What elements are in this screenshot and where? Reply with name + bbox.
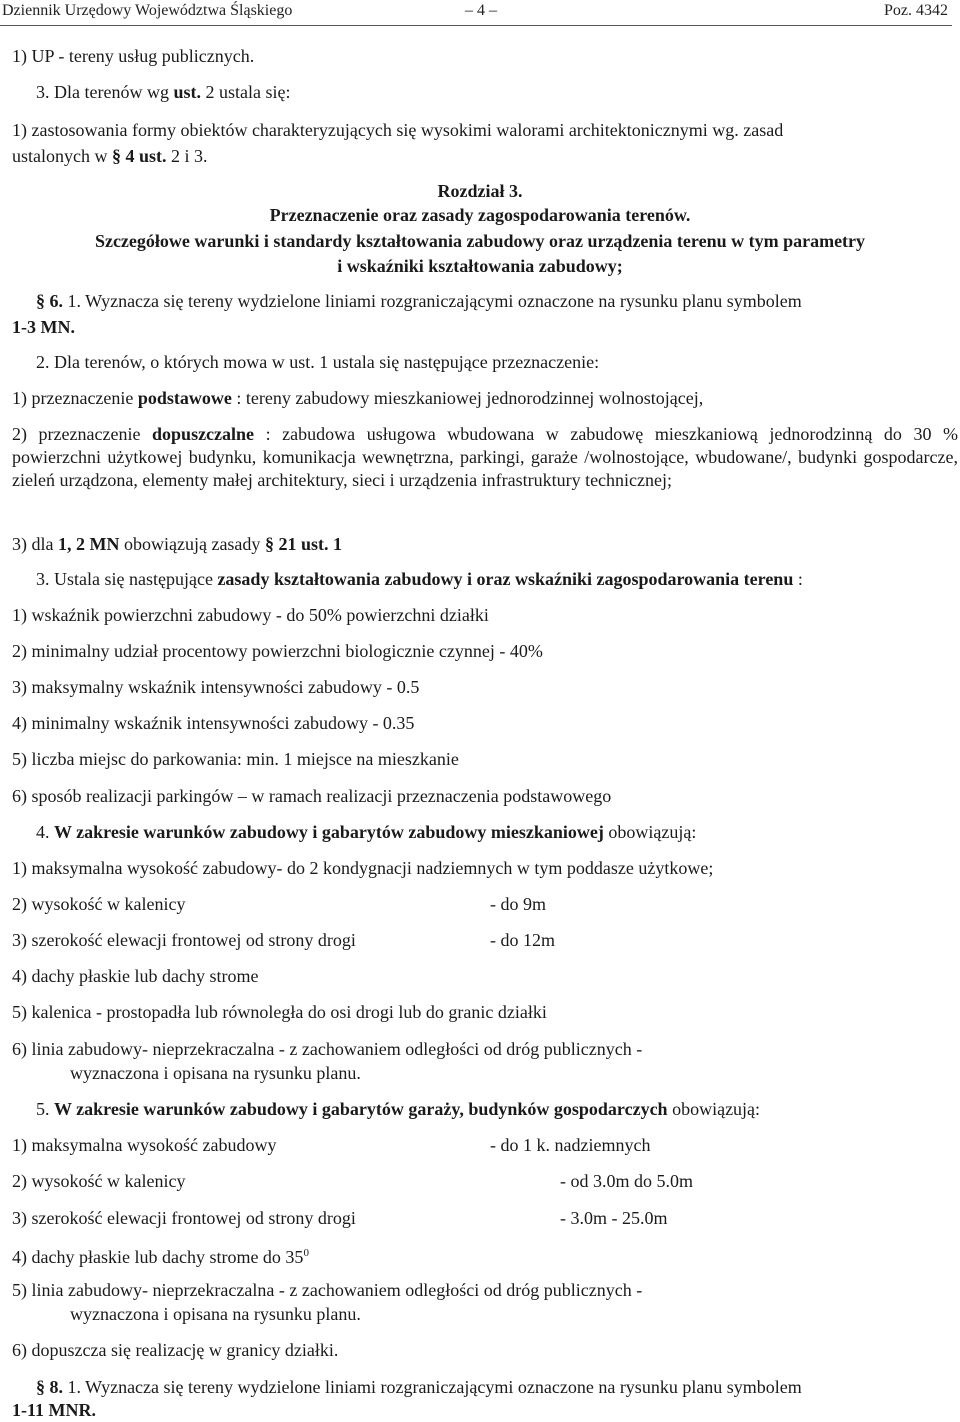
chapter-subtitle: Przeznaczenie oraz zasady zagospodarowania terenów. [269, 205, 691, 225]
item-dla-mn: 3) dla 1, 2 MN obowiązują zasady § 21 ust. 1 [12, 534, 342, 554]
chapter-heading: Rozdział 3. [437, 181, 523, 201]
housing-rule-2: 2) wysokość w kalenicy - do 9m [12, 894, 546, 914]
garage-rule-3: 3) szerokość elewacji frontowej od strony drogi - 3.0m - 25.0m [12, 1208, 668, 1228]
garage-rule-6: 6) dopuszcza się realizację w granicy działki. [12, 1340, 339, 1360]
indicator-1: 1) wskaźnik powierzchni zabudowy - do 50% powierzchni działki [12, 605, 489, 625]
paragraph-6-5: 5. W zakresie warunków zabudowy i gabarytów garaży, budynków gospodarczych obowiązują: [36, 1099, 761, 1119]
paragraph-8-1: § 8. 1. Wyznacza się tereny wydzielone liniami rozgraniczającymi oznaczone na rysunku planu symbolem [36, 1377, 802, 1397]
paragraph-6-2: 2. Dla terenów, o których mowa w ust. 1 ustala się następujące przeznaczenie: [36, 352, 600, 372]
indicator-2: 2) minimalny udział procentowy powierzchni biologicznie czynnej - 40% [12, 641, 543, 661]
housing-rule-6a: 6) linia zabudowy- nieprzekraczalna - z zachowaniem odległości od dróg publicznych - [12, 1039, 643, 1059]
housing-rule-5: 5) kalenica - prostopadła lub równoległa do osi drogi lub do granic działki [12, 1002, 547, 1022]
item-przeznaczenie-podstawowe: 1) przeznaczenie podstawowe : tereny zabudowy mieszkaniowej jednorodzinnej wolnostojącej, [12, 388, 704, 408]
paragraph-6-1: § 6. 1. Wyznacza się tereny wydzielone liniami rozgraniczającymi oznaczone na rysunku planu symbolem [36, 291, 802, 311]
paragraph-6-3: 3. Ustala się następujące zasady kształtowania zabudowy i oraz wskaźniki zagospodarowania terenu : [36, 569, 803, 589]
chapter-desc-1: Szczegółowe warunki i standardy kształtowania zabudowy oraz urządzenia terenu w tym parametry [94, 231, 866, 251]
line-3-dla-terenow: 3. Dla terenów wg ust. 2 ustala się: [36, 82, 291, 102]
line-ustalonych: ustalonych w § 4 ust. 2 i 3. [12, 146, 208, 166]
garage-rule-4: 4) dachy płaskie lub dachy strome do $35^0$ [12, 1247, 309, 1267]
housing-rule-6b: wyznaczona i opisana na rysunku planu. [70, 1063, 361, 1083]
garage-rule-2: 2) wysokość w kalenicy - od 3.0m do 5.0m [12, 1171, 693, 1191]
housing-rule-1: 1) maksymalna wysokość zabudowy- do 2 kondygnacji nadziemnych w tym poddasze użytkowe; [12, 858, 714, 878]
paragraph-6-symbol: 1-3 MN. [12, 317, 75, 337]
header-rule [0, 25, 952, 26]
item-przeznaczenie-dopuszczalne: 2) przeznaczenie dopuszczalne : zabudowa usługowa wbudowana w zabudowę mieszkaniową jednorodzinną do 30 % powierzchni użytkowej budynku, komunikacja wewnętrzna, parkingi, garaże /wolnostojące, wbudowane/, budynki gospodarcze, zieleń urządzona, elementy małej architektury, sieci i urządzenia infrastruktury technicznej; [12, 424, 959, 490]
line-up: 1) UP - tereny usług publicznych. [12, 46, 255, 66]
journal-title: Dziennik Urzędowy Województwa Śląskiego [2, 2, 293, 19]
housing-rule-3: 3) szerokość elewacji frontowej od strony drogi - do 12m [12, 930, 555, 950]
indicator-4: 4) minimalny wskaźnik intensywności zabudowy - 0.35 [12, 713, 415, 733]
garage-rule-5a: 5) linia zabudowy- nieprzekraczalna - z zachowaniem odległości od dróg publicznych - [12, 1280, 643, 1300]
chapter-desc-2: i wskaźniki kształtowania zabudowy; [337, 256, 623, 276]
garage-rule-1: 1) maksymalna wysokość zabudowy - do 1 k. nadziemnych [12, 1135, 651, 1155]
garage-rule-5b: wyznaczona i opisana na rysunku planu. [70, 1304, 361, 1324]
paragraph-8-symbol: 1-11 MNR. [12, 1400, 96, 1420]
housing-rule-4: 4) dachy płaskie lub dachy strome [12, 966, 259, 986]
line-zastosowania: 1) zastosowania formy obiektów charakteryzujących się wysokimi walorami architektonicznymi wg. zasad [12, 120, 784, 140]
indicator-5: 5) liczba miejsc do parkowania: min. 1 miejsce na mieszkanie [12, 749, 459, 769]
indicator-6: 6) sposób realizacji parkingów – w ramach realizacji przeznaczenia podstawowego [12, 786, 612, 806]
paragraph-6-4: 4. W zakresie warunków zabudowy i gabarytów zabudowy mieszkaniowej obowiązują: [36, 822, 697, 842]
page-header [0, 0, 960, 26]
position-number: Poz. 4342 [884, 2, 948, 19]
indicator-3: 3) maksymalny wskaźnik intensywności zabudowy - 0.5 [12, 677, 420, 697]
page-number: – 4 – [465, 2, 497, 19]
